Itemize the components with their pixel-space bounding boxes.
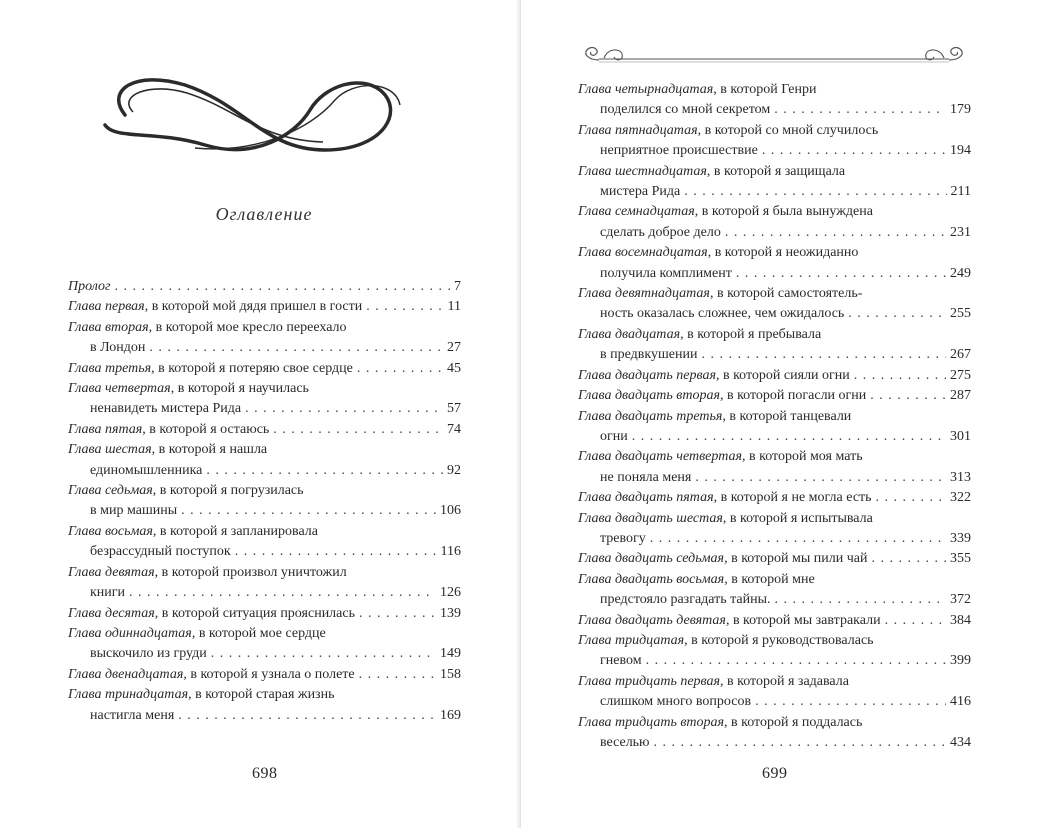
- toc-entry-line: [68, 379, 461, 399]
- dot-leader: [115, 277, 451, 297]
- chapter-page-number: 322: [950, 490, 971, 506]
- toc-entry-continuation: [578, 651, 971, 671]
- toc-entry-continuation: [578, 529, 971, 549]
- chapter-page-number: 11: [447, 299, 461, 315]
- chapter-subtitle: мистера Рида: [600, 184, 681, 200]
- toc-entry-line: [578, 631, 971, 651]
- chapter-page-number: 287: [950, 388, 971, 404]
- toc-entry-line: [68, 685, 461, 705]
- toc-entry-line: [578, 447, 971, 467]
- chapter-title: Глава третья: [68, 360, 152, 376]
- toc-entry: [578, 386, 971, 406]
- chapter-title: Глава первая: [68, 299, 145, 315]
- dot-leader: [357, 359, 443, 379]
- toc-entry: [578, 80, 971, 121]
- chapter-subtitle: ность оказалась сложнее, чем ожидалось: [600, 306, 845, 322]
- toc-entry: [68, 297, 461, 317]
- chapter-page-number: 355: [950, 551, 971, 567]
- chapter-page-number: 249: [950, 265, 971, 281]
- chapter-subtitle: единомышленника: [90, 462, 203, 478]
- dot-leader: [359, 604, 436, 624]
- dot-leader: [235, 542, 437, 562]
- toc-entry: [578, 611, 971, 631]
- chapter-page-number: 194: [950, 143, 971, 159]
- toc-entry: [578, 509, 971, 550]
- chapter-page-number: 139: [440, 605, 461, 621]
- chapter-page-number: 57: [447, 401, 461, 417]
- toc-entry-line: [68, 481, 461, 501]
- chapter-subtitle: , в которой я пребывала: [680, 326, 822, 342]
- toc-entry: [68, 379, 461, 420]
- toc-entry: [578, 121, 971, 162]
- toc-entry: [578, 447, 971, 488]
- toc-entry: [68, 624, 461, 665]
- chapter-subtitle: огни: [600, 428, 628, 444]
- chapter-subtitle: , в которой самостоятель-: [709, 286, 863, 302]
- toc-entry-continuation: [578, 733, 971, 753]
- dot-leader: [211, 644, 436, 664]
- toc-entry-continuation: [68, 706, 461, 726]
- dot-leader: [725, 223, 946, 243]
- dot-leader: [848, 304, 946, 324]
- left-page: [0, 0, 520, 828]
- toc-entry: [68, 685, 461, 726]
- dot-leader: [701, 345, 946, 365]
- chapter-subtitle: , в которой я нашла: [151, 442, 268, 458]
- chapter-page-number: 27: [447, 340, 461, 356]
- toc-entry: [68, 522, 461, 563]
- toc-entry-line: [578, 570, 971, 590]
- chapter-subtitle: , в которой я потеряю свое сердце: [151, 360, 353, 376]
- chapter-title: Глава двадцать седьмая: [578, 551, 725, 567]
- toc-entry-continuation: [578, 427, 971, 447]
- chapter-page-number: 7: [454, 279, 461, 294]
- dot-leader: [654, 733, 946, 753]
- toc-entry-continuation: [68, 542, 461, 562]
- toc-entry-line: [578, 549, 971, 569]
- chapter-title: Глава двадцать третья: [578, 408, 723, 424]
- toc-entry: [578, 713, 971, 754]
- toc-entry-continuation: [68, 583, 461, 603]
- toc-entry-line: [68, 359, 461, 379]
- chapter-subtitle: , в которой я испытывала: [722, 510, 873, 526]
- toc-entry-line: [68, 604, 461, 624]
- chapter-page-number: 45: [447, 360, 461, 376]
- chapter-subtitle: настигла меня: [90, 707, 175, 723]
- chapter-title: Глава пятая: [68, 421, 143, 437]
- chapter-subtitle: получила комплимент: [600, 265, 732, 281]
- chapter-page-number: 384: [950, 612, 971, 628]
- dot-leader: [736, 264, 946, 284]
- flourish-ornament-icon: [95, 60, 425, 165]
- dot-leader: [854, 366, 946, 386]
- chapter-subtitle: , в которой я неожиданно: [707, 245, 859, 261]
- chapter-subtitle: , в которой я научилась: [170, 381, 309, 397]
- chapter-subtitle: , в которой погасли огни: [719, 388, 867, 404]
- chapter-subtitle: сделать доброе дело: [600, 224, 721, 240]
- chapter-subtitle: , в которой я запланировала: [152, 523, 318, 539]
- toc-entry: [578, 366, 971, 386]
- toc-entry-line: [578, 713, 971, 733]
- toc-entry-line: [68, 522, 461, 542]
- dot-leader: [775, 590, 946, 610]
- chapter-subtitle: выскочило из груди: [90, 646, 207, 662]
- toc-entry-line: [578, 611, 971, 631]
- toc-entry-line: [68, 318, 461, 338]
- chapter-page-number: 106: [440, 503, 461, 519]
- chapter-subtitle: , в которой мой дядя пришел в гости: [144, 299, 363, 315]
- chapter-subtitle: , в которой танцевали: [722, 408, 852, 424]
- dot-leader: [273, 420, 443, 440]
- toc-entry: [68, 420, 461, 440]
- toc-entry-line: [578, 162, 971, 182]
- chapter-page-number: 255: [950, 306, 971, 322]
- toc-entry-line: [578, 386, 971, 406]
- dot-leader: [632, 427, 946, 447]
- chapter-title: Глава седьмая: [68, 483, 153, 499]
- toc-entry-line: [578, 325, 971, 345]
- toc-entry: [578, 162, 971, 203]
- chapter-subtitle: ненавидеть мистера Рида: [90, 401, 242, 417]
- toc-entry-line: [578, 366, 971, 386]
- chapter-subtitle: , в которой произвол уничтожил: [154, 564, 347, 580]
- toc-entry-line: [68, 420, 461, 440]
- chapter-title: Глава пятнадцатая: [578, 122, 698, 138]
- toc-entry-line: [68, 624, 461, 644]
- chapter-subtitle: , в которой я задавала: [720, 673, 849, 689]
- chapter-title: Глава десятая: [68, 605, 155, 621]
- toc-entry: [578, 570, 971, 611]
- chapter-subtitle: в предвкушении: [600, 347, 698, 363]
- dot-leader: [762, 141, 946, 161]
- chapter-title: Глава двадцать пятая: [578, 490, 714, 506]
- chapter-page-number: 169: [440, 707, 461, 723]
- chapter-title: Глава четырнадцатая: [578, 82, 714, 97]
- toc-entry: [68, 563, 461, 604]
- chapter-page-number: 399: [950, 653, 971, 669]
- chapter-page-number: 372: [950, 592, 971, 608]
- toc-entry-line: [578, 121, 971, 141]
- page-number-left: 698: [252, 765, 278, 782]
- chapter-title: Глава двадцать девятая: [578, 612, 726, 628]
- toc-entry-line: [578, 509, 971, 529]
- chapter-title: Глава тридцать первая: [578, 673, 721, 689]
- toc-entry: [68, 277, 461, 297]
- toc-entry: [578, 549, 971, 569]
- toc-entry: [578, 672, 971, 713]
- toc-entry-continuation: [68, 461, 461, 481]
- dot-leader: [646, 651, 946, 671]
- chapter-subtitle: , в которой моя мать: [742, 449, 863, 465]
- toc-entry-continuation: [68, 501, 461, 521]
- dot-leader: [774, 100, 946, 120]
- dot-leader: [181, 501, 436, 521]
- toc-entry-continuation: [68, 338, 461, 358]
- chapter-title: Глава тридцатая: [578, 632, 685, 648]
- chapter-subtitle: веселью: [600, 735, 650, 750]
- toc-entry: [68, 440, 461, 481]
- toc-entry-continuation: [68, 644, 461, 664]
- toc-entry-continuation: [578, 223, 971, 243]
- dot-leader: [245, 399, 443, 419]
- chapter-title: Глава одиннадцатая: [68, 625, 192, 641]
- toc-entry-continuation: [578, 100, 971, 120]
- toc-entry-line: [578, 80, 971, 100]
- toc-list-right: [578, 80, 971, 753]
- dot-leader: [695, 468, 946, 488]
- toc-entry-line: [578, 488, 971, 508]
- dot-leader: [178, 706, 436, 726]
- chapter-title: Глава двенадцатая: [68, 666, 184, 682]
- header-ornament-icon: [574, 40, 974, 70]
- chapter-title: Глава двадцать вторая: [578, 388, 720, 404]
- chapter-subtitle: , в которой я защищала: [706, 163, 846, 179]
- toc-entry-line: [68, 297, 461, 317]
- toc-entry: [68, 604, 461, 624]
- chapter-title: Глава тридцать вторая: [578, 714, 725, 730]
- toc-entry-line: [578, 672, 971, 692]
- dot-leader: [129, 583, 436, 603]
- chapter-page-number: 301: [950, 428, 971, 444]
- chapter-page-number: 275: [950, 367, 971, 383]
- chapter-subtitle: , в которой я погрузилась: [152, 483, 304, 499]
- chapter-subtitle: , в которой мое кресло переехало: [148, 319, 347, 335]
- chapter-page-number: 92: [447, 462, 461, 478]
- chapter-title: Глава семнадцатая: [578, 204, 695, 220]
- toc-entry-line: [68, 665, 461, 685]
- chapter-subtitle: , в которой я была вынуждена: [694, 204, 873, 220]
- chapter-page-number: 434: [950, 735, 971, 750]
- toc-list-left: [68, 277, 461, 726]
- chapter-page-number: 149: [440, 646, 461, 662]
- chapter-title: Глава шестая: [68, 442, 152, 458]
- dot-leader: [870, 386, 946, 406]
- toc-entry: [578, 202, 971, 243]
- chapter-subtitle: , в которой я узнала о полете: [183, 666, 355, 682]
- chapter-title: Глава вторая: [68, 319, 149, 335]
- chapter-subtitle: , в которой старая жизнь: [188, 687, 335, 703]
- toc-entry: [68, 665, 461, 685]
- chapter-subtitle: , в которой мы завтракали: [725, 612, 881, 628]
- toc-entry-line: [578, 243, 971, 263]
- chapter-page-number: 267: [950, 347, 971, 363]
- chapter-subtitle: не поняла меня: [600, 469, 692, 485]
- toc-entry-continuation: [578, 590, 971, 610]
- toc-entry: [578, 407, 971, 448]
- toc-heading: Оглавление: [215, 204, 313, 224]
- dot-leader: [684, 182, 946, 202]
- chapter-subtitle: , в которой я остаюсь: [142, 421, 270, 437]
- chapter-title: Глава шестнадцатая: [578, 163, 707, 179]
- chapter-title: Глава тринадцатая: [68, 687, 189, 703]
- chapter-subtitle: безрассудный поступок: [90, 544, 231, 560]
- chapter-subtitle: гневом: [600, 653, 642, 669]
- chapter-subtitle: предстояло разгадать тайны.: [600, 592, 771, 608]
- chapter-page-number: 158: [440, 666, 461, 682]
- chapter-title: Глава девятнадцатая: [578, 286, 710, 302]
- dot-leader: [650, 529, 946, 549]
- chapter-page-number: 116: [440, 544, 461, 560]
- chapter-subtitle: неприятное происшествие: [600, 143, 758, 159]
- toc-entry-continuation: [578, 345, 971, 365]
- toc-entry-line: [68, 440, 461, 460]
- chapter-title: Глава двадцать четвертая: [578, 449, 742, 465]
- chapter-subtitle: слишком много вопросов: [600, 694, 752, 710]
- toc-entry-line: [68, 563, 461, 583]
- chapter-page-number: 179: [950, 102, 971, 118]
- chapter-subtitle: поделился со мной секретом: [600, 102, 771, 118]
- chapter-title: Глава девятая: [68, 564, 155, 580]
- dot-leader: [206, 461, 443, 481]
- chapter-subtitle: в мир машины: [90, 503, 178, 519]
- chapter-title: Пролог: [68, 279, 111, 294]
- chapter-subtitle: , в которой я поддалась: [724, 714, 863, 730]
- toc-entry: [578, 488, 971, 508]
- toc-entry-continuation: [578, 141, 971, 161]
- toc-entry-line: [68, 277, 461, 297]
- toc-entry-continuation: [578, 692, 971, 712]
- chapter-subtitle: , в которой я не могла есть: [713, 490, 872, 506]
- dot-leader: [366, 297, 443, 317]
- toc-entry: [578, 284, 971, 325]
- chapter-subtitle: , в которой ситуация прояснилась: [154, 605, 355, 621]
- dot-leader: [149, 338, 443, 358]
- chapter-subtitle: , в которой Генри: [713, 82, 817, 97]
- toc-entry-line: [578, 284, 971, 304]
- chapter-subtitle: , в которой сияли огни: [715, 367, 850, 383]
- dot-leader: [876, 488, 946, 508]
- toc-entry-continuation: [578, 304, 971, 324]
- chapter-subtitle: в Лондон: [90, 340, 146, 356]
- chapter-subtitle: тревогу: [600, 530, 646, 546]
- toc-entry: [68, 318, 461, 359]
- chapter-subtitle: книги: [90, 585, 126, 601]
- chapter-title: Глава четвертая: [68, 381, 171, 397]
- toc-entry-continuation: [578, 264, 971, 284]
- chapter-title: Глава восемнадцатая: [578, 245, 708, 261]
- toc-entry-continuation: [578, 468, 971, 488]
- chapter-subtitle: , в которой я руководствовалась: [684, 632, 874, 648]
- chapter-subtitle: , в которой со мной случилось: [697, 122, 879, 138]
- chapter-page-number: 126: [440, 585, 461, 601]
- toc-entry: [578, 631, 971, 672]
- chapter-page-number: 416: [950, 694, 971, 710]
- toc-entry: [578, 243, 971, 284]
- chapter-page-number: 74: [447, 421, 461, 437]
- chapter-title: Глава двадцать шестая: [578, 510, 723, 526]
- chapter-title: Глава двадцать восьмая: [578, 571, 725, 587]
- toc-entry-continuation: [578, 182, 971, 202]
- chapter-page-number: 339: [950, 530, 971, 546]
- chapter-subtitle: , в которой мое сердце: [191, 625, 326, 641]
- chapter-page-number: 231: [950, 224, 971, 240]
- toc-entry-line: [578, 407, 971, 427]
- dot-leader: [872, 549, 947, 569]
- chapter-title: Глава восьмая: [68, 523, 153, 539]
- chapter-page-number: 211: [950, 184, 971, 200]
- chapter-title: Глава двадцать первая: [578, 367, 716, 383]
- toc-entry: [578, 325, 971, 366]
- toc-entry-line: [578, 202, 971, 222]
- toc-entry: [68, 359, 461, 379]
- toc-entry-continuation: [68, 399, 461, 419]
- dot-leader: [885, 611, 946, 631]
- toc-entry: [68, 481, 461, 522]
- chapter-subtitle: , в которой мне: [724, 571, 815, 587]
- dot-leader: [359, 665, 436, 685]
- page-number-right: 699: [762, 765, 788, 782]
- chapter-subtitle: , в которой мы пили чай: [724, 551, 868, 567]
- dot-leader: [755, 692, 946, 712]
- chapter-page-number: 313: [950, 469, 971, 485]
- chapter-title: Глава двадцатая: [578, 326, 681, 342]
